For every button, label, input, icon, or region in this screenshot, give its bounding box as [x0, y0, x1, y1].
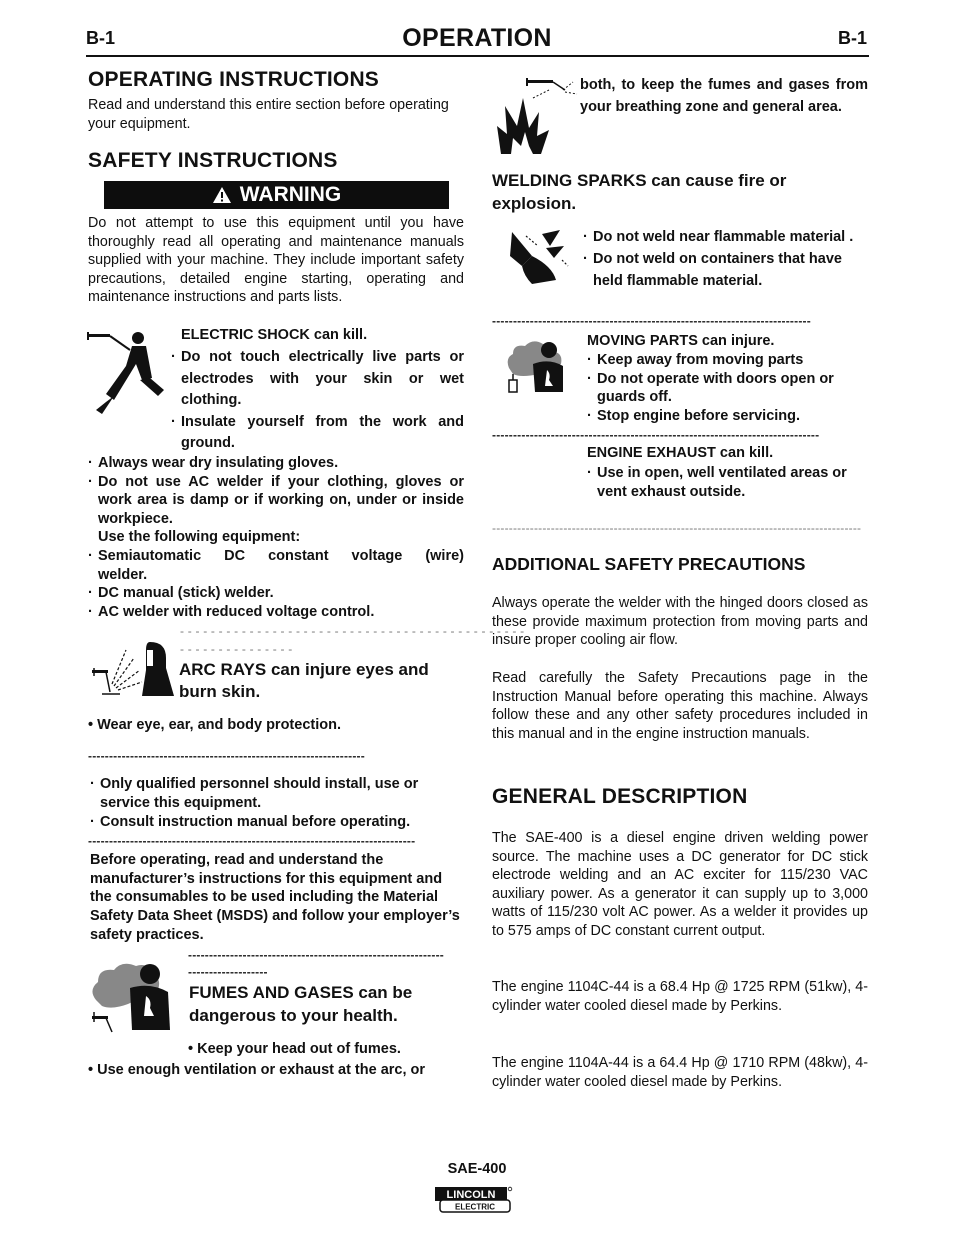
additional-safety-text-1: Always operate the welder with the hinged doors closed as these provide maximum protection from moving parts and insure proper cooling air flow.	[492, 595, 868, 649]
operating-instructions-text: Read and understand this entire section before operating your equipment.	[88, 97, 449, 132]
list-item: · DC manual (stick) welder.	[88, 584, 464, 603]
warning-banner	[104, 181, 449, 209]
general-description-text-2: The engine 1104C-44 is a 68.4 Hp @ 1725 RPM (51kw), 4-cylinder water cooled diesel made by Perkins.	[492, 979, 868, 1014]
arc-rays-icon	[90, 638, 174, 698]
list-item: · Do not operate with doors open or guards off.	[587, 370, 867, 407]
list-item: · Stop engine before servicing.	[587, 407, 867, 426]
list-item: · Do not weld on containers that have held flammable material.	[583, 248, 869, 292]
moving-parts-icon	[505, 338, 567, 394]
electric-shock-title: ELECTRIC SHOCK can kill.	[181, 327, 368, 343]
fumes-continued-text: both, to keep the fumes and gases from your breathing zone and general area.	[580, 77, 868, 115]
list-item: · Use in open, well ventilated areas or vent exhaust outside.	[587, 464, 869, 501]
electric-shock-icon	[86, 330, 170, 416]
divider: ----------------------------------------------------------------------------------------	[492, 521, 862, 535]
explosion-icon	[493, 76, 579, 156]
list-item: · Semiautomatic DC constant voltage (wire) welder.	[88, 547, 464, 584]
warning-triangle-icon	[212, 186, 232, 204]
arc-rays-title: ARC RAYS can injure eyes and burn skin.	[179, 660, 429, 701]
moving-parts-bullets	[587, 351, 867, 425]
operating-instructions-heading: OPERATING INSTRUCTIONS	[88, 68, 380, 91]
divider: ------------------------------------------------------------------	[88, 749, 365, 763]
equipment-bullets	[88, 547, 464, 621]
logo-top-text: LINCOLN	[446, 1189, 496, 1201]
fumes-bullet-1: • Keep your head out of fumes.	[188, 1041, 401, 1057]
moving-parts-title: MOVING PARTS can injure.	[587, 333, 775, 349]
engine-exhaust-bullets	[587, 464, 869, 501]
list-item: · Always wear dry insulating gloves.	[88, 454, 464, 473]
fumes-title: FUMES AND GASES can be dangerous to your health.	[189, 983, 413, 1025]
model-name: SAE-400	[447, 1161, 507, 1177]
list-item: · Keep away from moving parts	[587, 351, 867, 370]
welding-sparks-title: WELDING SPARKS can cause fire or explosion.	[492, 171, 787, 213]
list-item: · AC welder with reduced voltage control.	[88, 603, 464, 622]
list-item: · Do not use AC welder if your clothing, gloves or work area is damp or if working on, under or inside workpiece.	[88, 473, 464, 529]
divider: - - - - - - - - - - - - - - -	[180, 642, 293, 656]
list-item: · Do not weld near flammable material .	[583, 226, 869, 248]
general-description-heading: GENERAL DESCRIPTION	[492, 785, 748, 808]
divider: ----------------------------------------------------------------------------	[492, 314, 811, 328]
use-equipment-heading: Use the following equipment:	[98, 529, 301, 545]
welding-sparks-bullets	[583, 226, 869, 292]
arc-rays-bullet: • Wear eye, ear, and body protection.	[88, 717, 341, 733]
logo-bottom-text: ELECTRIC	[455, 1202, 495, 1212]
electric-shock-bullets	[171, 347, 464, 455]
list-item: · Consult instruction manual before operating.	[90, 813, 464, 832]
header-rule	[86, 55, 869, 57]
general-description-text-3: The engine 1104A-44 is a 64.4 Hp @ 1710 RPM (48kw), 4-cylinder water cooled diesel made by Perkins.	[492, 1055, 868, 1090]
additional-safety-text-2: Read carefully the Safety Precautions page in the Instruction Manual before operating this machine. Always follow these and any other safety procedures included in this manual and in the engine instruction manuals.	[492, 670, 868, 742]
list-item: · Do not touch electrically live parts or electrodes with your skin or wet clothing.	[171, 347, 464, 412]
safety-instructions-heading: SAFETY INSTRUCTIONS	[88, 149, 338, 172]
additional-safety-heading: ADDITIONAL SAFETY PRECAUTIONS	[492, 554, 806, 574]
section-code-right: B-1	[838, 28, 868, 48]
electric-shock-more-bullets	[88, 454, 464, 528]
msds-text: Before operating, read and understand the manufacturer’s instructions for this equipment and the consumables to be used including the Material Safety Data Sheet (MSDS) and follow your employer’s safety practices.	[90, 852, 460, 943]
divider: ------------------------------------------------------------------------------	[492, 428, 820, 442]
divider: -------------------------------------------------------------	[188, 948, 444, 962]
engine-exhaust-title: ENGINE EXHAUST can kill.	[587, 445, 774, 461]
warning-text: Do not attempt to use this equipment until you have thoroughly read all operating and maintenance manuals supplied with your machine. They include important safety precautions, detailed engine starting, operating and maintenance instructions and parts lists.	[88, 215, 464, 306]
page-title: OPERATION	[402, 24, 552, 52]
fumes-bullet-2: • Use enough ventilation or exhaust at the arc, or	[88, 1062, 426, 1078]
general-description-text-1: The SAE-400 is a diesel engine driven welding power source. The machine uses a DC generator for DC stick electrode welding and an AC exciter for 115/230 VAC auxiliary power. As a generator it can supply up to 3,000 watts of 115/230 volt AC power. As a welder it provides up to 575 amps of DC constant current output.	[492, 830, 868, 939]
divider: -------------------	[188, 965, 268, 979]
list-item: · Insulate yourself from the work and ground.	[171, 412, 464, 455]
welding-sparks-icon	[502, 226, 570, 286]
list-item: · Only qualified personnel should install, use or service this equipment.	[90, 775, 464, 813]
fumes-icon	[88, 960, 184, 1036]
divider: ------------------------------------------------------------------------------	[88, 834, 416, 848]
section-code-left: B-1	[86, 28, 116, 48]
qualified-bullets	[90, 775, 464, 832]
warning-label: WARNING	[239, 183, 342, 206]
divider: - - - - - - - - - - - - - - - - - - - - - - - - - - - - - - - - - - - - - - - - - - - - -	[180, 624, 525, 638]
lincoln-electric-logo	[434, 1186, 512, 1214]
